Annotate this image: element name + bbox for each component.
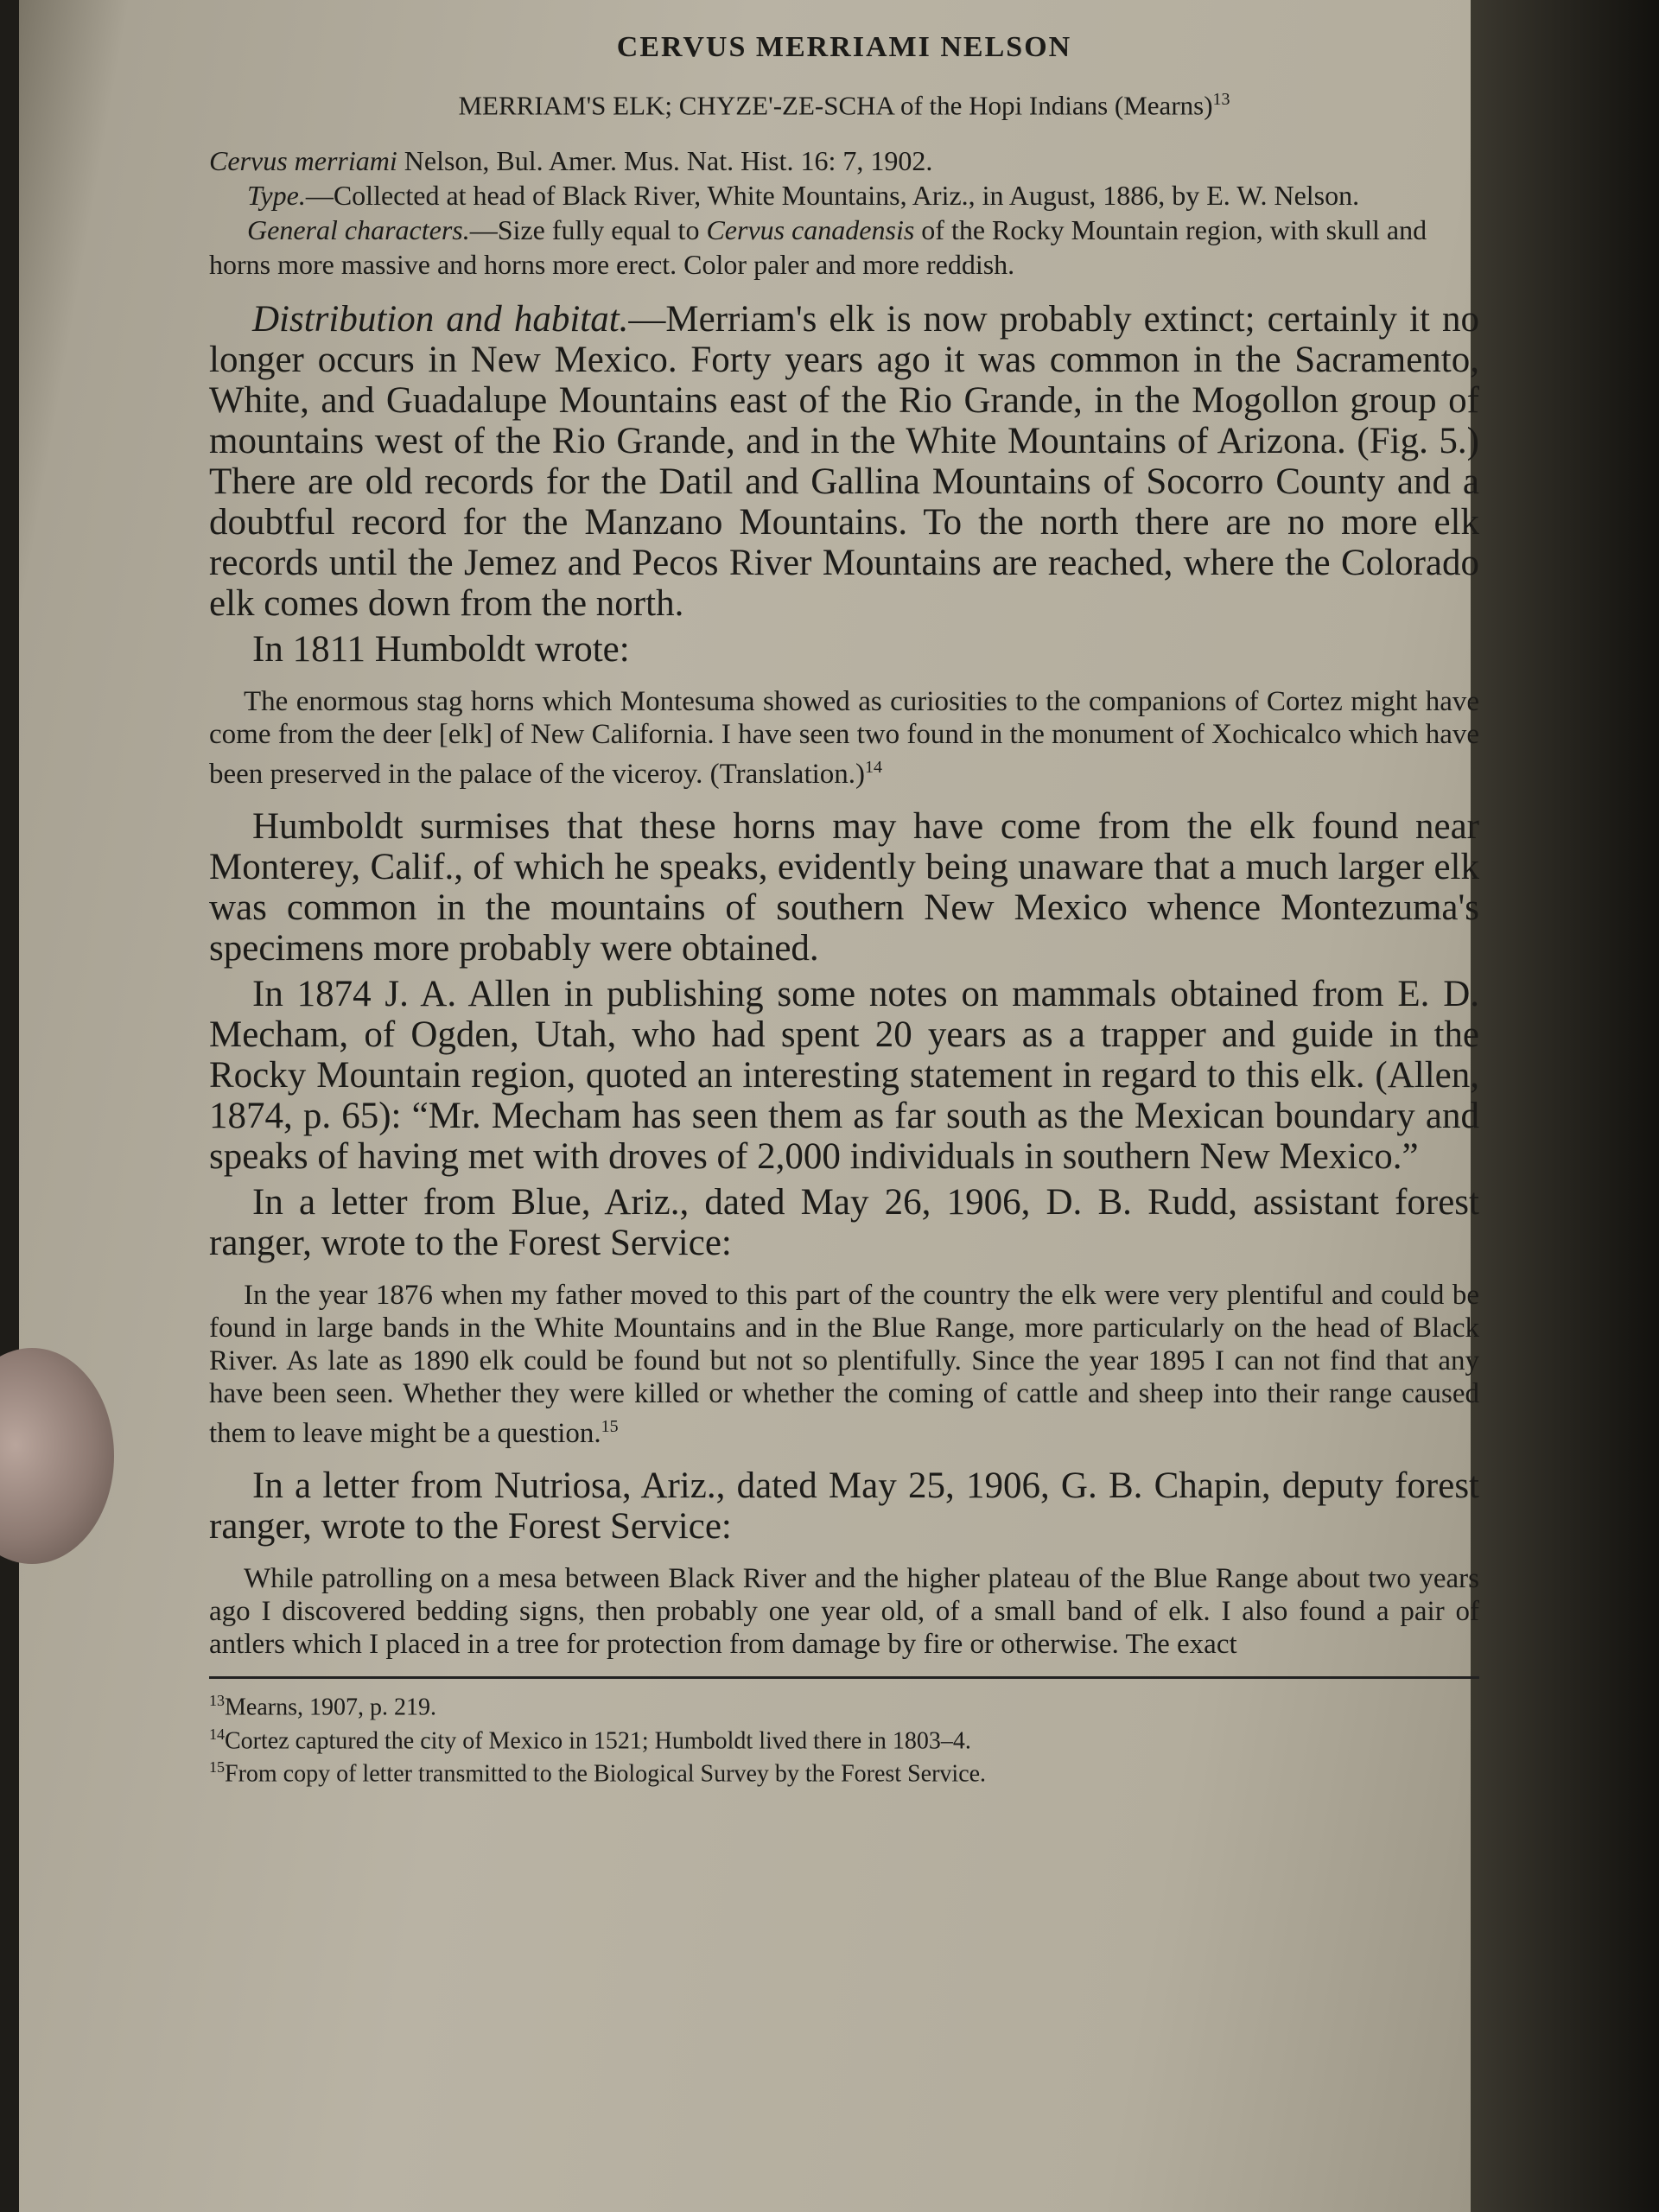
rudd-intro: In a letter from Blue, Ariz., dated May 26, 1906, D. B. Rudd, assistant forest ranger, wrote to the Forest Service: (209, 1182, 1479, 1264)
footnote-number: 14 (209, 1725, 225, 1743)
footnote-13 (209, 1688, 1479, 1720)
general-species: Cervus canadensis (706, 214, 915, 246)
citation-species: Cervus merriami (209, 145, 397, 177)
thumb-holding-page (0, 1348, 114, 1564)
humboldt-quote-text: The enormous stag horns which Montesuma showed as curiosities to the companions of Cortez might have come from the deer [elk] of New California. I have seen two found in the monument of Xochicalco which have been preserved in the palace of the viceroy. (Translation.) (209, 686, 1479, 791)
rudd-quote-text: In the year 1876 when my father moved to this part of the country the elk were very plentiful and could be found in large bands in the White Mountains and in the Blue Range, more particularly on the head of Black River. As late as 1890 elk could be found but not so plentifully. Since the year 1895 I can not find that any have been seen. Whether they were killed or whether the coming of cattle and sheep into their range caused them to leave might be a question. (209, 1280, 1479, 1450)
footnote-text: From copy of letter transmitted to the Biological Survey by the Forest Service. (225, 1760, 987, 1788)
page-title: CERVUS MERRIAMI NELSON (616, 31, 1072, 63)
general-text-2: of the Rocky Mountain region, with skull and horns more massive and horns more erect. Color paler and more reddish. (209, 214, 1427, 281)
page-content (209, 31, 1479, 1787)
footnote-text: Mearns, 1907, p. 219. (225, 1694, 436, 1721)
general-text-1: —Size fully equal to (469, 214, 707, 246)
type-text: —Collected at head of Black River, White Mountains, Ariz., in August, 1886, by E. W. Nelson. (305, 180, 1360, 212)
book-edge-shadow (1471, 0, 1659, 2212)
chapin-quote: While patrolling on a mesa between Black River and the higher plateau of the Blue Range about two years ago I discovered bedding signs, then probably one year old, of a small band of elk. I also found a pair of antlers which I placed in a tree for protection from damage by fire or otherwise. The exact (209, 1563, 1479, 1661)
distribution-text: —Merriam's elk is now probably extinct; certainly it no longer occurs in New Mexico. Forty years ago it was common in the Sacramento, White, and Guadalupe Mountains east of the Rio Grande, in the Mogollon group of mountains west of the Rio Grande, and in the White Mountains of Arizona. (Fig. 5.) There are old records for the Datil and Gallina Mountains of Socorro County and a doubtful record for the Manzano Mountains. To the north there are no more elk records until the Jemez and Pecos River Mountains are reached, where the Colorado elk comes down from the north. (209, 299, 1479, 625)
rudd-quote (209, 1279, 1479, 1450)
citation-text: Nelson, Bul. Amer. Mus. Nat. Hist. 16: 7, 1902. (397, 145, 933, 177)
footnote-divider (209, 1676, 1479, 1679)
footnote-ref-15: 15 (601, 1417, 619, 1437)
book-page (19, 0, 1479, 2212)
footnote-14 (209, 1721, 1479, 1754)
footnote-ref-13: 13 (1212, 90, 1230, 109)
humboldt-intro: In 1811 Humboldt wrote: (252, 629, 630, 671)
subtitle-text: MERRIAM'S ELK; CHYZE'-ZE-SCHA of the Hopi Indians (Mearns) (458, 90, 1213, 121)
footnote-number: 15 (209, 1758, 225, 1776)
type-label: Type. (247, 180, 306, 212)
humboldt-paragraph: Humboldt surmises that these horns may have come from the elk found near Monterey, Calif., of which he speaks, evidently being unaware that a much larger elk was common in the mountains of southern New Mexico whence Montezuma's specimens more probably were obtained. (209, 806, 1479, 969)
footnote-15 (209, 1754, 1479, 1787)
footnote-number: 13 (209, 1692, 225, 1710)
chapin-intro: In a letter from Nutriosa, Ariz., dated May 25, 1906, G. B. Chapin, deputy forest ranger, wrote to the Forest Service: (209, 1465, 1479, 1548)
general-characters-paragraph (209, 213, 1479, 282)
footnote-ref-14: 14 (865, 758, 883, 778)
humboldt-quote (209, 685, 1479, 791)
type-paragraph (209, 178, 1479, 213)
footnote-text: Cortez captured the city of Mexico in 1521; Humboldt lived there in 1803–4. (225, 1726, 971, 1754)
distribution-label: Distribution and habitat. (252, 299, 629, 340)
general-label: General characters. (247, 214, 470, 246)
allen-paragraph: In 1874 J. A. Allen in publishing some notes on mammals obtained from E. D. Mecham, of Ogden, Utah, who had spent 20 years as a trapper and guide in the Rocky Mountain region, quoted an interesting statement in regard to this elk. (Allen, 1874, p. 65): “Mr. Mecham has seen them as far south as the Mexican boundary and speaks of having met with droves of 2,000 individuals in southern New Mexico.” (209, 974, 1479, 1178)
distribution-paragraph (209, 299, 1479, 624)
page-subtitle (209, 90, 1479, 121)
citation (209, 143, 1479, 178)
